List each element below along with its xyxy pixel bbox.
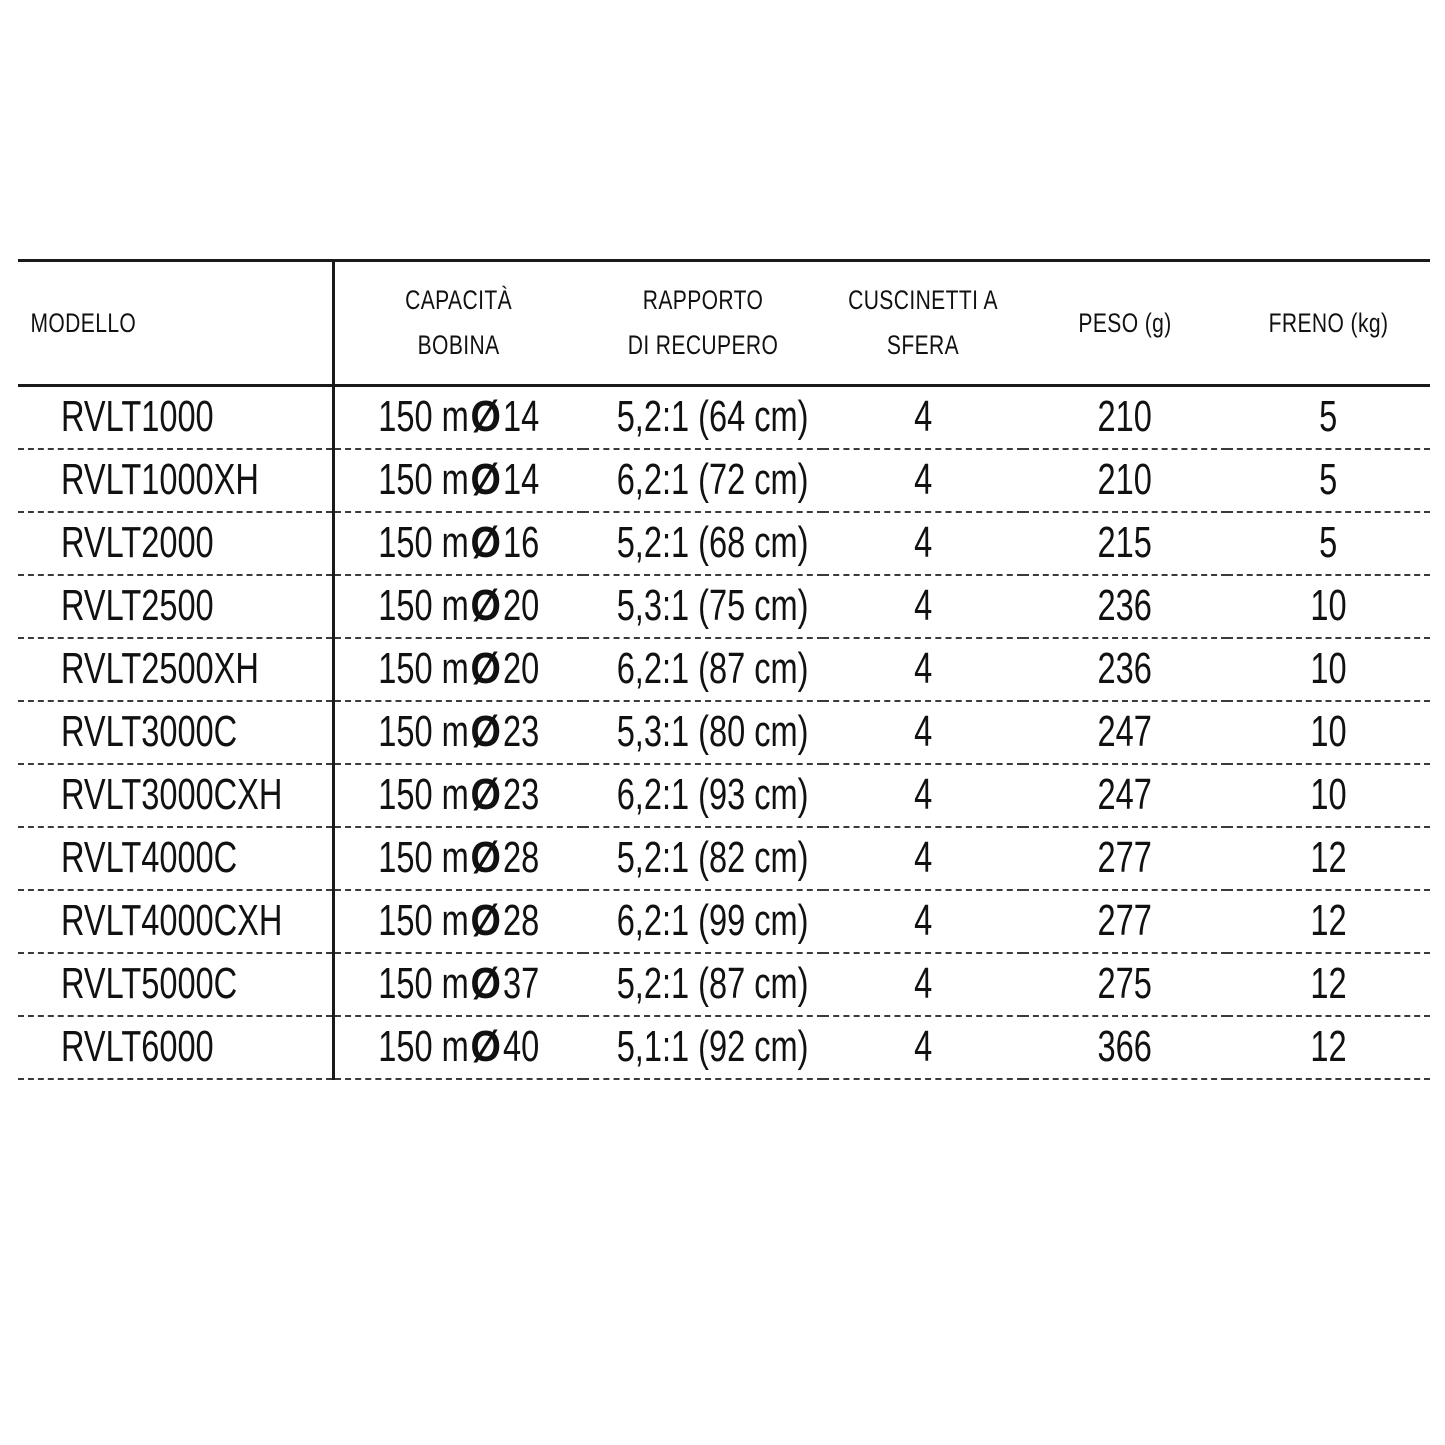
capacity-length: 150 m bbox=[378, 1022, 469, 1071]
bearings-value: 4 bbox=[913, 455, 933, 504]
ratio-value: 6,2:1 (99 cm) bbox=[616, 896, 809, 945]
capacity-cell-text bbox=[378, 828, 539, 888]
model-cell-text bbox=[61, 639, 259, 699]
table-row bbox=[18, 449, 1430, 512]
drag-cell-text bbox=[1310, 576, 1346, 636]
weight-cell bbox=[1023, 701, 1227, 764]
capacity-diameter: 40 bbox=[502, 1022, 540, 1071]
model-name: RVLT6000 bbox=[61, 1022, 214, 1071]
capacity-length: 150 m bbox=[378, 518, 469, 567]
model-cell-text bbox=[61, 765, 282, 825]
weight-value: 210 bbox=[1097, 455, 1153, 504]
model-cell-text bbox=[61, 576, 214, 636]
bearings-cell-text bbox=[914, 387, 932, 447]
weight-value: 247 bbox=[1097, 770, 1153, 819]
diameter-icon: Ø bbox=[470, 392, 502, 442]
model-name: RVLT4000CXH bbox=[61, 896, 283, 945]
weight-cell bbox=[1023, 827, 1227, 890]
weight-cell-text bbox=[1098, 387, 1152, 447]
capacity-length: 150 m bbox=[378, 770, 469, 819]
ratio-value: 5,2:1 (82 cm) bbox=[616, 833, 809, 882]
bearings-value: 4 bbox=[913, 770, 933, 819]
capacity-cell-text bbox=[378, 450, 539, 510]
bearings-value: 4 bbox=[913, 959, 933, 1008]
table-row bbox=[18, 890, 1430, 953]
drag-cell bbox=[1227, 953, 1430, 1016]
model-cell bbox=[18, 1016, 333, 1079]
model-cell bbox=[18, 890, 333, 953]
ratio-cell bbox=[583, 701, 823, 764]
header-drag: FRENO (kg) bbox=[1249, 261, 1407, 386]
bearings-cell bbox=[823, 1016, 1023, 1079]
weight-cell bbox=[1023, 764, 1227, 827]
model-cell bbox=[18, 764, 333, 827]
ratio-cell bbox=[583, 449, 823, 512]
ratio-cell-text bbox=[617, 765, 809, 825]
bearings-cell bbox=[823, 953, 1023, 1016]
diameter-icon: Ø bbox=[470, 1022, 502, 1071]
ratio-value: 6,2:1 (87 cm) bbox=[616, 644, 809, 693]
capacity-cell-text bbox=[378, 702, 539, 762]
ratio-value: 5,2:1 (64 cm) bbox=[616, 392, 809, 442]
model-cell bbox=[18, 638, 333, 701]
weight-value: 275 bbox=[1097, 959, 1153, 1008]
drag-cell-text bbox=[1310, 891, 1346, 951]
ratio-cell bbox=[583, 890, 823, 953]
model-name: RVLT3000CXH bbox=[61, 770, 283, 819]
diameter-icon: Ø bbox=[470, 518, 502, 567]
weight-value: 277 bbox=[1097, 833, 1153, 882]
table-row bbox=[18, 953, 1430, 1016]
ratio-cell bbox=[583, 953, 823, 1016]
capacity-cell bbox=[333, 953, 583, 1016]
weight-cell-text bbox=[1098, 450, 1152, 510]
capacity-cell-text bbox=[378, 891, 539, 951]
weight-cell-text bbox=[1098, 576, 1152, 636]
capacity-diameter: 14 bbox=[502, 455, 540, 504]
drag-cell bbox=[1227, 575, 1430, 638]
capacity-cell-text bbox=[378, 387, 539, 447]
drag-value: 10 bbox=[1310, 644, 1347, 693]
model-name: RVLT2000 bbox=[61, 518, 214, 567]
drag-cell bbox=[1227, 386, 1430, 449]
model-cell-text bbox=[61, 1017, 214, 1077]
drag-cell bbox=[1227, 512, 1430, 575]
header-bearings: CUSCINETTI A SFERA bbox=[845, 261, 1001, 386]
model-cell bbox=[18, 386, 333, 449]
spec-table bbox=[18, 259, 1430, 1080]
capacity-length: 150 m bbox=[378, 707, 469, 756]
bearings-cell-text bbox=[914, 1017, 932, 1077]
bearings-cell-text bbox=[914, 513, 932, 573]
weight-value: 366 bbox=[1097, 1022, 1153, 1071]
drag-value: 10 bbox=[1310, 581, 1347, 630]
ratio-cell-text bbox=[617, 450, 809, 510]
ratio-cell-text bbox=[617, 702, 809, 762]
weight-cell-text bbox=[1098, 639, 1152, 699]
table-row bbox=[18, 575, 1430, 638]
capacity-cell bbox=[333, 701, 583, 764]
model-name: RVLT1000 bbox=[61, 392, 214, 442]
diameter-icon: Ø bbox=[470, 707, 502, 756]
bearings-cell-text bbox=[914, 576, 932, 636]
bearings-value: 4 bbox=[913, 1022, 933, 1071]
ratio-value: 6,2:1 (72 cm) bbox=[616, 455, 809, 504]
capacity-length: 150 m bbox=[378, 392, 469, 442]
header-capacity: CAPACITÀ BOBINA bbox=[361, 261, 556, 386]
ratio-cell-text bbox=[617, 828, 809, 888]
diameter-icon: Ø bbox=[470, 833, 502, 882]
table-row bbox=[18, 827, 1430, 890]
capacity-cell-text bbox=[378, 639, 539, 699]
weight-cell-text bbox=[1098, 765, 1152, 825]
capacity-diameter: 23 bbox=[502, 707, 540, 756]
capacity-length: 150 m bbox=[378, 455, 469, 504]
capacity-diameter: 14 bbox=[502, 392, 540, 442]
capacity-cell-text bbox=[378, 513, 539, 573]
model-name: RVLT4000C bbox=[61, 833, 238, 882]
drag-value: 10 bbox=[1310, 707, 1347, 756]
ratio-cell bbox=[583, 1016, 823, 1079]
bearings-cell bbox=[823, 890, 1023, 953]
table-body bbox=[18, 386, 1430, 1079]
header-ratio: RAPPORTO DI RECUPERO bbox=[609, 261, 796, 386]
header-model: MODELLO bbox=[18, 261, 264, 386]
drag-cell-text bbox=[1310, 702, 1346, 762]
bearings-cell-text bbox=[914, 828, 932, 888]
bearings-cell-text bbox=[914, 765, 932, 825]
model-name: RVLT5000C bbox=[61, 959, 238, 1008]
capacity-cell bbox=[333, 386, 583, 449]
capacity-diameter: 20 bbox=[502, 644, 540, 693]
weight-value: 277 bbox=[1097, 896, 1153, 945]
bearings-value: 4 bbox=[913, 581, 933, 630]
bearings-cell-text bbox=[914, 450, 932, 510]
bearings-value: 4 bbox=[913, 707, 933, 756]
model-cell-text bbox=[61, 450, 259, 510]
capacity-cell-text bbox=[378, 765, 539, 825]
ratio-cell-text bbox=[617, 954, 809, 1014]
capacity-cell-text bbox=[378, 1017, 539, 1077]
weight-value: 236 bbox=[1097, 581, 1153, 630]
ratio-cell-text bbox=[617, 1017, 809, 1077]
drag-value: 10 bbox=[1310, 770, 1347, 819]
capacity-cell-text bbox=[378, 576, 539, 636]
drag-cell bbox=[1227, 890, 1430, 953]
bearings-value: 4 bbox=[913, 833, 933, 882]
ratio-cell bbox=[583, 575, 823, 638]
table-row bbox=[18, 512, 1430, 575]
weight-value: 236 bbox=[1097, 644, 1153, 693]
drag-value: 12 bbox=[1310, 959, 1347, 1008]
capacity-diameter: 20 bbox=[502, 581, 540, 630]
header-row bbox=[18, 261, 1430, 386]
capacity-length: 150 m bbox=[378, 959, 469, 1008]
ratio-value: 5,3:1 (75 cm) bbox=[616, 581, 809, 630]
diameter-icon: Ø bbox=[470, 959, 502, 1008]
weight-cell-text bbox=[1098, 702, 1152, 762]
capacity-diameter: 23 bbox=[502, 770, 540, 819]
model-cell-text bbox=[61, 387, 214, 447]
weight-cell bbox=[1023, 638, 1227, 701]
bearings-cell bbox=[823, 386, 1023, 449]
diameter-icon: Ø bbox=[470, 644, 502, 693]
drag-cell bbox=[1227, 701, 1430, 764]
bearings-value: 4 bbox=[913, 644, 933, 693]
capacity-cell bbox=[333, 890, 583, 953]
bearings-cell-text bbox=[914, 954, 932, 1014]
model-cell bbox=[18, 701, 333, 764]
weight-cell bbox=[1023, 575, 1227, 638]
ratio-cell bbox=[583, 512, 823, 575]
diameter-icon: Ø bbox=[470, 581, 502, 630]
weight-cell-text bbox=[1098, 1017, 1152, 1077]
capacity-diameter: 37 bbox=[502, 959, 540, 1008]
diameter-icon: Ø bbox=[470, 770, 502, 819]
capacity-cell bbox=[333, 638, 583, 701]
model-cell bbox=[18, 512, 333, 575]
capacity-length: 150 m bbox=[378, 644, 469, 693]
model-name: RVLT2500XH bbox=[61, 644, 259, 693]
drag-value: 12 bbox=[1310, 1022, 1347, 1071]
bearings-value: 4 bbox=[913, 392, 933, 442]
table-header bbox=[18, 261, 1430, 386]
ratio-cell bbox=[583, 827, 823, 890]
ratio-cell-text bbox=[617, 513, 809, 573]
drag-cell-text bbox=[1310, 639, 1346, 699]
drag-cell-text bbox=[1319, 387, 1337, 447]
drag-cell bbox=[1227, 1016, 1430, 1079]
table-row bbox=[18, 764, 1430, 827]
capacity-cell bbox=[333, 1016, 583, 1079]
weight-cell bbox=[1023, 386, 1227, 449]
weight-value: 247 bbox=[1097, 707, 1153, 756]
bearings-cell bbox=[823, 701, 1023, 764]
drag-value: 12 bbox=[1310, 896, 1347, 945]
ratio-cell bbox=[583, 386, 823, 449]
model-cell-text bbox=[61, 702, 237, 762]
drag-cell bbox=[1227, 449, 1430, 512]
capacity-cell-text bbox=[378, 954, 539, 1014]
diameter-icon: Ø bbox=[470, 455, 502, 504]
capacity-length: 150 m bbox=[378, 581, 469, 630]
weight-cell-text bbox=[1098, 891, 1152, 951]
ratio-value: 6,2:1 (93 cm) bbox=[616, 770, 809, 819]
model-cell bbox=[18, 575, 333, 638]
ratio-cell-text bbox=[617, 387, 809, 447]
weight-cell bbox=[1023, 512, 1227, 575]
model-name: RVLT3000C bbox=[61, 707, 238, 756]
ratio-cell bbox=[583, 638, 823, 701]
model-cell-text bbox=[61, 828, 237, 888]
capacity-diameter: 28 bbox=[502, 896, 540, 945]
drag-value: 5 bbox=[1319, 455, 1338, 504]
bearings-cell bbox=[823, 638, 1023, 701]
model-cell bbox=[18, 953, 333, 1016]
drag-value: 5 bbox=[1319, 518, 1338, 567]
capacity-length: 150 m bbox=[378, 896, 469, 945]
table-row bbox=[18, 638, 1430, 701]
header-weight: PESO (g) bbox=[1045, 261, 1204, 386]
drag-cell-text bbox=[1310, 828, 1346, 888]
table-row bbox=[18, 701, 1430, 764]
capacity-cell bbox=[333, 827, 583, 890]
weight-cell-text bbox=[1098, 513, 1152, 573]
bearings-cell bbox=[823, 512, 1023, 575]
capacity-diameter: 28 bbox=[502, 833, 540, 882]
model-cell-text bbox=[61, 891, 282, 951]
capacity-diameter: 16 bbox=[502, 518, 540, 567]
ratio-cell-text bbox=[617, 891, 809, 951]
weight-cell bbox=[1023, 449, 1227, 512]
ratio-value: 5,2:1 (87 cm) bbox=[616, 959, 809, 1008]
capacity-cell bbox=[333, 512, 583, 575]
capacity-cell bbox=[333, 764, 583, 827]
model-cell bbox=[18, 449, 333, 512]
drag-cell-text bbox=[1310, 1017, 1346, 1077]
weight-cell-text bbox=[1098, 954, 1152, 1014]
bearings-cell-text bbox=[914, 702, 932, 762]
bearings-cell bbox=[823, 764, 1023, 827]
drag-cell bbox=[1227, 827, 1430, 890]
bearings-value: 4 bbox=[913, 896, 933, 945]
weight-cell bbox=[1023, 953, 1227, 1016]
weight-value: 215 bbox=[1097, 518, 1153, 567]
table-row bbox=[18, 386, 1430, 449]
drag-cell-text bbox=[1310, 765, 1346, 825]
model-cell-text bbox=[61, 954, 237, 1014]
capacity-length: 150 m bbox=[378, 833, 469, 882]
model-name: RVLT2500 bbox=[61, 581, 214, 630]
drag-value: 12 bbox=[1310, 833, 1347, 882]
drag-cell bbox=[1227, 764, 1430, 827]
ratio-value: 5,3:1 (80 cm) bbox=[616, 707, 809, 756]
weight-cell bbox=[1023, 1016, 1227, 1079]
model-cell bbox=[18, 827, 333, 890]
drag-cell-text bbox=[1319, 513, 1337, 573]
diameter-icon: Ø bbox=[470, 896, 502, 945]
bearings-cell bbox=[823, 449, 1023, 512]
weight-cell-text bbox=[1098, 828, 1152, 888]
bearings-cell bbox=[823, 575, 1023, 638]
model-name: RVLT1000XH bbox=[61, 455, 259, 504]
bearings-cell-text bbox=[914, 891, 932, 951]
drag-cell-text bbox=[1319, 450, 1337, 510]
ratio-cell-text bbox=[617, 576, 809, 636]
weight-cell bbox=[1023, 890, 1227, 953]
model-cell-text bbox=[61, 513, 214, 573]
ratio-cell bbox=[583, 764, 823, 827]
ratio-value: 5,2:1 (68 cm) bbox=[616, 518, 809, 567]
drag-cell bbox=[1227, 638, 1430, 701]
capacity-cell bbox=[333, 449, 583, 512]
drag-cell-text bbox=[1310, 954, 1346, 1014]
drag-value: 5 bbox=[1319, 392, 1338, 442]
ratio-value: 5,1:1 (92 cm) bbox=[616, 1022, 809, 1071]
capacity-cell bbox=[333, 575, 583, 638]
bearings-cell bbox=[823, 827, 1023, 890]
bearings-value: 4 bbox=[913, 518, 933, 567]
weight-value: 210 bbox=[1097, 392, 1153, 442]
ratio-cell-text bbox=[617, 639, 809, 699]
table-row bbox=[18, 1016, 1430, 1079]
bearings-cell-text bbox=[914, 639, 932, 699]
